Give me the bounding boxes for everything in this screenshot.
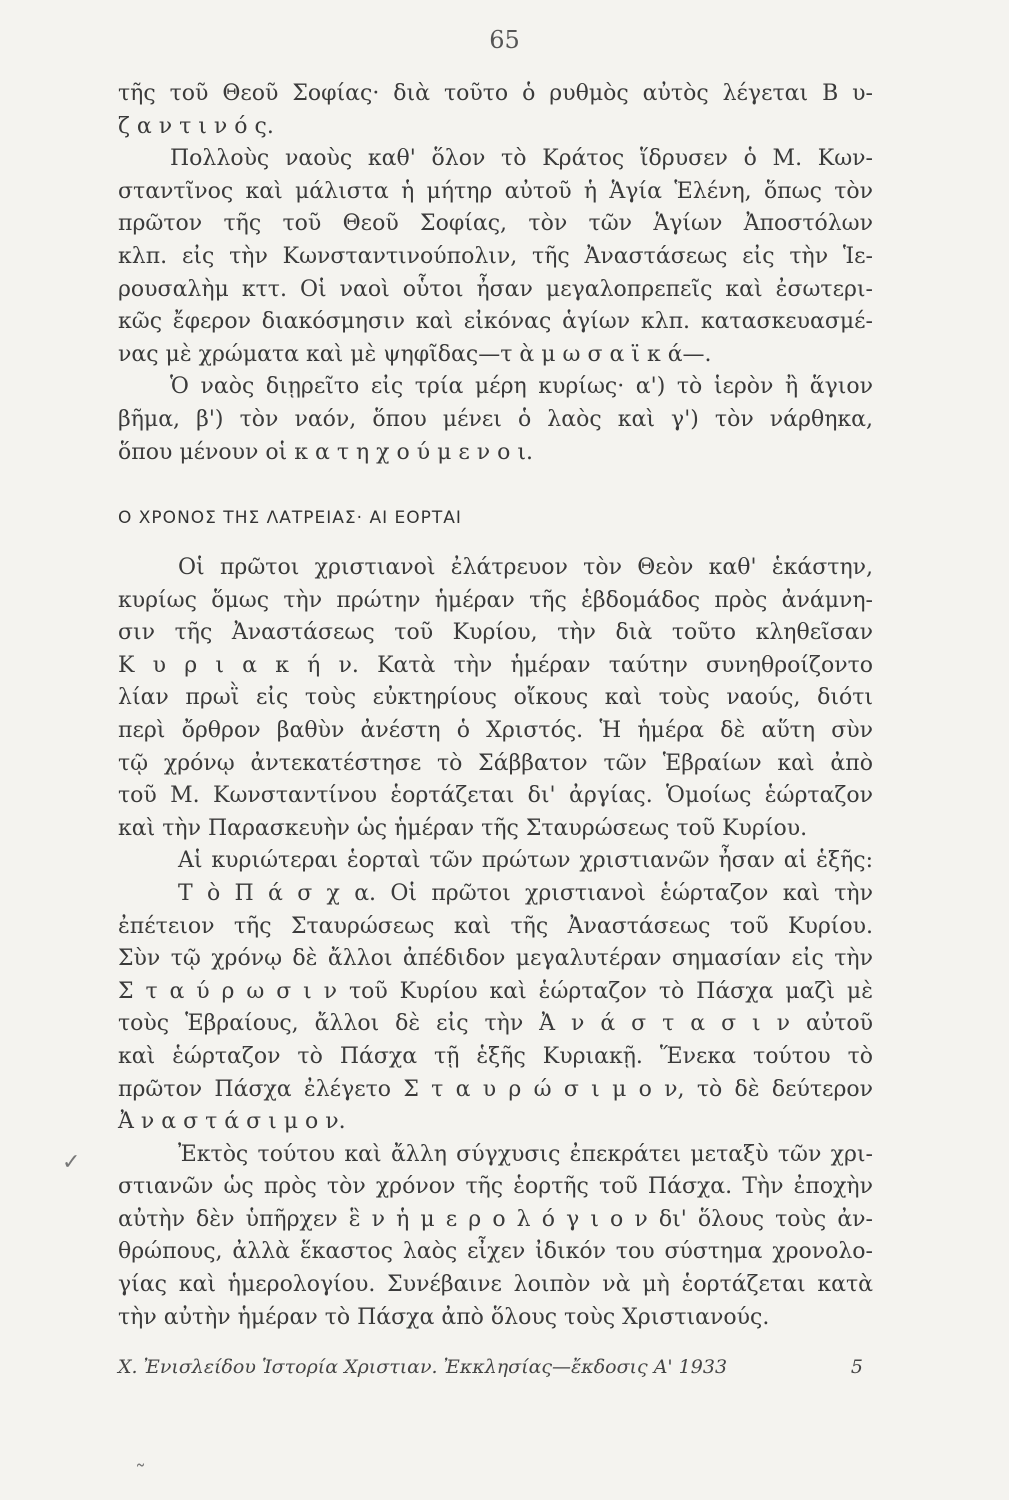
text-line: τῷ χρόνῳ ἀντεκατέστησε τὸ Σάββατον τῶν Ἑβραίων καὶ ἀπὸ bbox=[118, 750, 873, 776]
margin-check-mark: ✓ bbox=[62, 1150, 81, 1175]
text-line: γίας καὶ ἡμερολογίου. Συνέβαινε λοιπὸν νὰ μὴ ἑορτάζεται κατὰ bbox=[118, 1272, 873, 1298]
section-heading: Ο ΧΡΟΝΟΣ ΤΗΣ ΛΑΤΡΕΙΑΣ· ΑΙ ΕΟΡΤΑΙ bbox=[118, 508, 462, 528]
text-line: ζ α ν τ ι ν ό ς. bbox=[118, 113, 274, 139]
text-line: σταντῖνος καὶ μάλιστα ἡ μήτηρ αὐτοῦ ἡ Ἁγία Ἑλένη, ὅπως τὸν bbox=[118, 178, 873, 204]
text-line: τοὺς Ἑβραίους, ἄλλοι δὲ εἰς τὴν Ἀ ν ά σ τ α σ ι ν αὐτοῦ bbox=[118, 1011, 873, 1037]
text-line: Αἱ κυριώτεραι ἑορταὶ τῶν πρώτων χριστιανῶν ἦσαν αἱ ἑξῆς: bbox=[178, 848, 873, 874]
text-line: τῆς τοῦ Θεοῦ Σοφίας· διὰ τοῦτο ὁ ρυθμὸς αὐτὸς λέγεται Β υ- bbox=[118, 81, 873, 106]
margin-tilde-mark: ˜ bbox=[135, 1462, 146, 1487]
text-line: Τ ὸ Π ά σ χ α. Οἱ πρῶτοι χριστιανοὶ ἑώρταζον καὶ τὴν bbox=[178, 880, 873, 906]
text-line: Ὁ ναὸς διῃρεῖτο εἰς τρία μέρη κυρίως· α') τὸ ἱερὸν ἢ ἅγιον bbox=[170, 374, 873, 400]
text-line: Κ υ ρ ι α κ ή ν. Κατὰ τὴν ἡμέραν ταύτην συνηθροίζοντο bbox=[118, 652, 873, 678]
text-line: περὶ ὄρθρον βαθὺν ἀνέστη ὁ Χριστός. Ἡ ἡμέρα δὲ αὕτη σὺν bbox=[118, 717, 873, 743]
text-line: πρῶτον Πάσχα ἐλέγετο Σ τ α υ ρ ώ σ ι μ ο ν, τὸ δὲ δεύτερον bbox=[118, 1076, 873, 1102]
text-line: ὅπου μένουν οἱ κ α τ η χ ο ύ μ ε ν ο ι. bbox=[118, 439, 534, 465]
footer-citation: Χ. Ἐνισλείδου Ἱστορία Χριστιαν. Ἐκκλησίας—ἔκδοσις Α' 1933 bbox=[118, 1356, 728, 1378]
text-line: λίαν πρωῒ εἰς τοὺς εὐκτηρίους οἴκους καὶ τοὺς ναούς, διότι bbox=[118, 685, 873, 711]
text-line: Πολλοὺς ναοὺς καθ' ὅλον τὸ Κράτος ἵδρυσεν ὁ Μ. Κων- bbox=[170, 146, 873, 172]
text-line: θρώπους, ἀλλὰ ἕκαστος λαὸς εἶχεν ἰδικόν του σύστημα χρονολο- bbox=[118, 1239, 873, 1265]
text-line: τοῦ Μ. Κωνσταντίνου ἑορτάζεται δι' ἀργίας. Ὁμοίως ἑώρταζον bbox=[118, 783, 873, 809]
body-text-bottom bbox=[118, 552, 873, 1334]
text-line: κυρίως ὅμως τὴν πρώτην ἡμέραν τῆς ἑβδομάδος πρὸς ἀνάμνη- bbox=[118, 587, 873, 613]
text-line: Ἀ ν α σ τ ά σ ι μ ο ν. bbox=[118, 1109, 346, 1135]
text-line: Σ τ α ύ ρ ω σ ι ν τοῦ Κυρίου καὶ ἑώρταζον τὸ Πάσχα μαζὶ μὲ bbox=[118, 978, 873, 1004]
text-line: Οἱ πρῶτοι χριστιανοὶ ἐλάτρευον τὸν Θεὸν καθ' ἑκάστην, bbox=[178, 555, 873, 580]
text-line: κλπ. εἰς τὴν Κωνσταντινούπολιν, τῆς Ἀναστάσεως εἰς τὴν Ἱε- bbox=[118, 243, 873, 269]
page-footer bbox=[118, 1356, 863, 1378]
text-line: νας μὲ χρώματα καὶ μὲ ψηφῖδας—τ ὰ μ ω σ α ϊ κ ά—. bbox=[118, 341, 712, 367]
footer-signature-number: 5 bbox=[850, 1356, 863, 1378]
text-line: Ἐκτὸς τούτου καὶ ἄλλη σύγχυσις ἐπεκράτει μεταξὺ τῶν χρι- bbox=[178, 1141, 873, 1167]
body-text-top bbox=[118, 78, 873, 469]
text-line: ἐπέτειον τῆς Σταυρώσεως καὶ τῆς Ἀναστάσεως τοῦ Κυρίου. bbox=[118, 913, 873, 939]
text-line: βῆμα, β') τὸν ναόν, ὅπου μένει ὁ λαὸς καὶ γ') τὸν νάρθηκα, bbox=[118, 406, 873, 432]
text-line: ρουσαλὴμ κττ. Οἱ ναοὶ οὗτοι ἦσαν μεγαλοπρεπεῖς καὶ ἐσωτερι- bbox=[118, 276, 873, 302]
text-line: τὴν αὐτὴν ἡμέραν τὸ Πάσχα ἀπὸ ὅλους τοὺς Χριστιανούς. bbox=[118, 1304, 770, 1330]
text-line: Σὺν τῷ χρόνῳ δὲ ἄλλοι ἀπέδιδον μεγαλυτέραν σημασίαν εἰς τὴν bbox=[118, 946, 873, 972]
text-line: κῶς ἔφερον διακόσμησιν καὶ εἰκόνας ἁγίων κλπ. κατασκευασμέ- bbox=[118, 309, 873, 335]
text-line: πρῶτον τῆς τοῦ Θεοῦ Σοφίας, τὸν τῶν Ἁγίων Ἀποστόλων bbox=[118, 211, 873, 237]
page-number: 65 bbox=[489, 26, 520, 54]
text-line: σιν τῆς Ἀναστάσεως τοῦ Κυρίου, τὴν διὰ τοῦτο κληθεῖσαν bbox=[118, 620, 873, 646]
text-line: καὶ ἑώρταζον τὸ Πάσχα τῇ ἑξῆς Κυριακῇ. Ἕνεκα τούτου τὸ bbox=[118, 1043, 873, 1069]
text-line: καὶ τὴν Παρασκευὴν ὡς ἡμέραν τῆς Σταυρώσεως τοῦ Κυρίου. bbox=[118, 815, 808, 841]
text-line: στιανῶν ὡς πρὸς τὸν χρόνον τῆς ἑορτῆς τοῦ Πάσχα. Τὴν ἐποχὴν bbox=[118, 1174, 873, 1200]
text-line: αὐτὴν δὲν ὑπῆρχεν ἓ ν ἡ μ ε ρ ο λ ό γ ι ο ν δι' ὅλους τοὺς ἀν- bbox=[118, 1206, 873, 1232]
